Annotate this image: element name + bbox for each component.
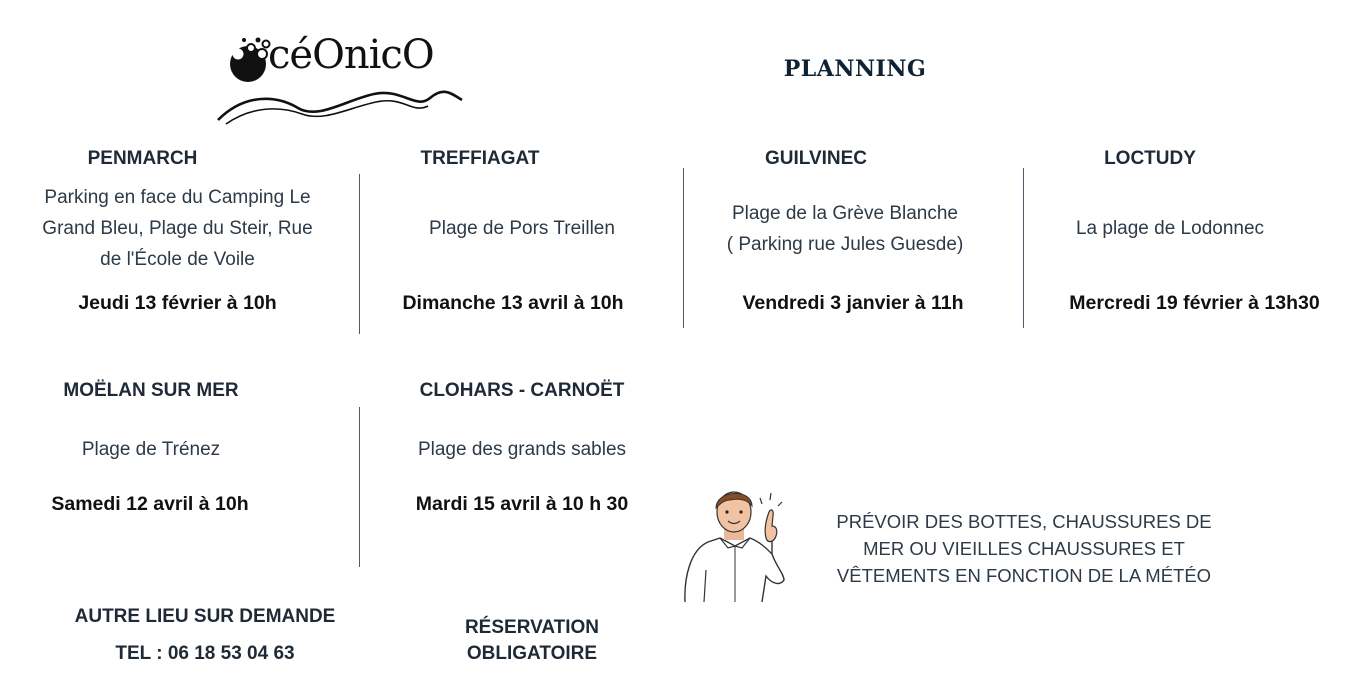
location-name-penmarch: PENMARCH — [87, 148, 198, 169]
location-place-loctudy: La plage de Lodonnec — [1075, 218, 1265, 239]
column-divider — [359, 174, 360, 334]
column-divider — [683, 168, 684, 328]
location-name-clohars: CLOHARS - CARNOËT — [419, 380, 625, 401]
location-date-penmarch: Jeudi 13 février à 10h — [78, 292, 277, 314]
notice-line-3: VÊTEMENTS EN FONCTION DE LA MÉTÉO — [836, 565, 1212, 586]
location-date-loctudy: Mercredi 19 février à 13h30 — [1069, 292, 1320, 314]
brand-logo — [216, 34, 464, 126]
location-date-moelan: Samedi 12 avril à 10h — [51, 493, 249, 515]
reservation-line-1: RÉSERVATION — [464, 617, 600, 638]
other-place-on-request: AUTRE LIEU SUR DEMANDE — [74, 606, 336, 627]
location-place-clohars: Plage des grands sables — [417, 439, 627, 460]
location-name-moelan: MOËLAN SUR MER — [63, 380, 239, 401]
column-divider — [1023, 168, 1024, 328]
column-divider — [359, 407, 360, 567]
phone-number[interactable]: TEL : 06 18 53 04 63 — [115, 643, 295, 664]
location-date-clohars: Mardi 15 avril à 10 h 30 — [415, 493, 629, 515]
location-date-guilvinec: Vendredi 3 janvier à 11h — [742, 292, 964, 314]
page-title: PLANNING — [783, 56, 927, 82]
notice-line-2: MER OU VIEILLES CHAUSSURES ET — [863, 538, 1185, 559]
location-date-treffiagat: Dimanche 13 avril à 10h — [402, 292, 624, 314]
location-name-guilvinec: GUILVINEC — [764, 148, 868, 169]
location-place-moelan: Plage de Trénez — [81, 439, 221, 460]
brand-name: céOnicO — [268, 32, 434, 78]
location-place-treffiagat: Plage de Pors Treillen — [429, 218, 615, 239]
location-name-loctudy: LOCTUDY — [1104, 148, 1196, 169]
location-name-treffiagat: TREFFIAGAT — [420, 148, 540, 169]
location-place-guilvinec: Plage de la Grève Blanche — [731, 203, 959, 224]
location-place-penmarch: Parking en face du Camping Le Grand Bleu, Plage du Steir, Rue de l'École de Voile — [42, 187, 313, 270]
location-place-guilvinec-parking: ( Parking rue Jules Guesde) — [726, 234, 964, 255]
reservation-line-2: OBLIGATOIRE — [466, 643, 598, 664]
person-illustration — [680, 490, 790, 602]
notice-line-1: PRÉVOIR DES BOTTES, CHAUSSURES DE — [836, 511, 1212, 532]
